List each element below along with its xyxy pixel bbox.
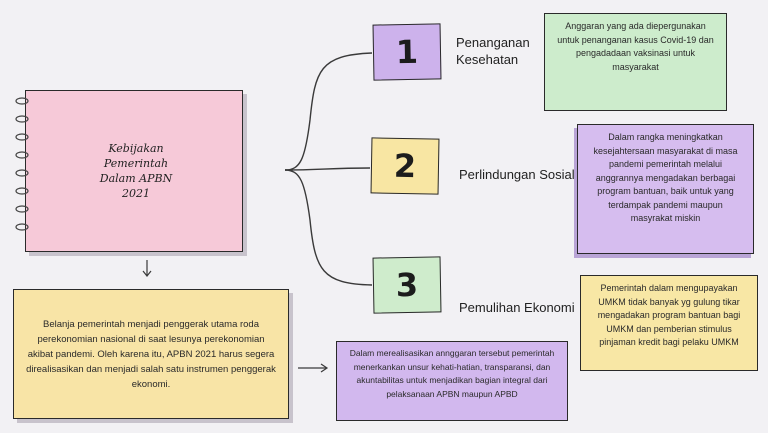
description-box-2: Dalam rangka meningkatkan kesejahtersaan masyarakat di masa pandemi pemerintah melalui anggrannya mengadakan berbagai program bantuan, baik untuk yang terdampak pandemi maupun masyrakat miskin (577, 124, 754, 254)
right-arrow-icon (298, 364, 327, 372)
description-box-1: Anggaran yang ada diepergunakan untuk penanganan kasus Covid-19 dan pengadadaan vaksinasi untuk masyarakat (544, 13, 727, 111)
label-penanganan-kesehatan: Penanganan Kesehatan (456, 35, 530, 67)
brace-upper-branch (285, 53, 372, 170)
number-box-3: 3 (373, 256, 442, 313)
number-box-1: 1 (373, 23, 442, 80)
label-perlindungan-sosial: Perlindungan Sosial (459, 167, 575, 182)
down-arrow-icon (143, 260, 151, 276)
number-box-2: 2 (371, 137, 440, 194)
label-pemulihan-ekonomi: Pemulihan Ekonomi (459, 300, 575, 315)
main-card-title: Kebijakan Pemerintah Dalam APBN 2021 (99, 142, 173, 200)
main-policy-card (25, 90, 243, 252)
realization-box: Dalam merealisasikan annggaran tersebut pemerintah menerkankan unsur kehati-hatian, transparansi, dan akuntabilitas untuk menjadikan bagian integral dari pelaksanaan APBN maupun APBD (336, 341, 568, 421)
spiral-binding-icon (10, 95, 30, 245)
brace-lower-branch (285, 170, 372, 285)
description-box-3: Pemerintah dalam mengupayakan UMKM tidak banyak yg gulung tikar mengadakan program bantuan bagi UMKM dan pemberian stimulus pinjaman kredit bagi pelaku UMKM (580, 275, 758, 371)
summary-box: Belanja pemerintah menjadi penggerak utama roda perekonomian nasional di saat lesunya perekonomian akibat pandemi. Oleh karena itu, APBN 2021 harus segera direalisasikan dan menjadi salah satu instrumen penggerak ekonomi. (13, 289, 289, 419)
brace-middle-branch (285, 168, 370, 170)
